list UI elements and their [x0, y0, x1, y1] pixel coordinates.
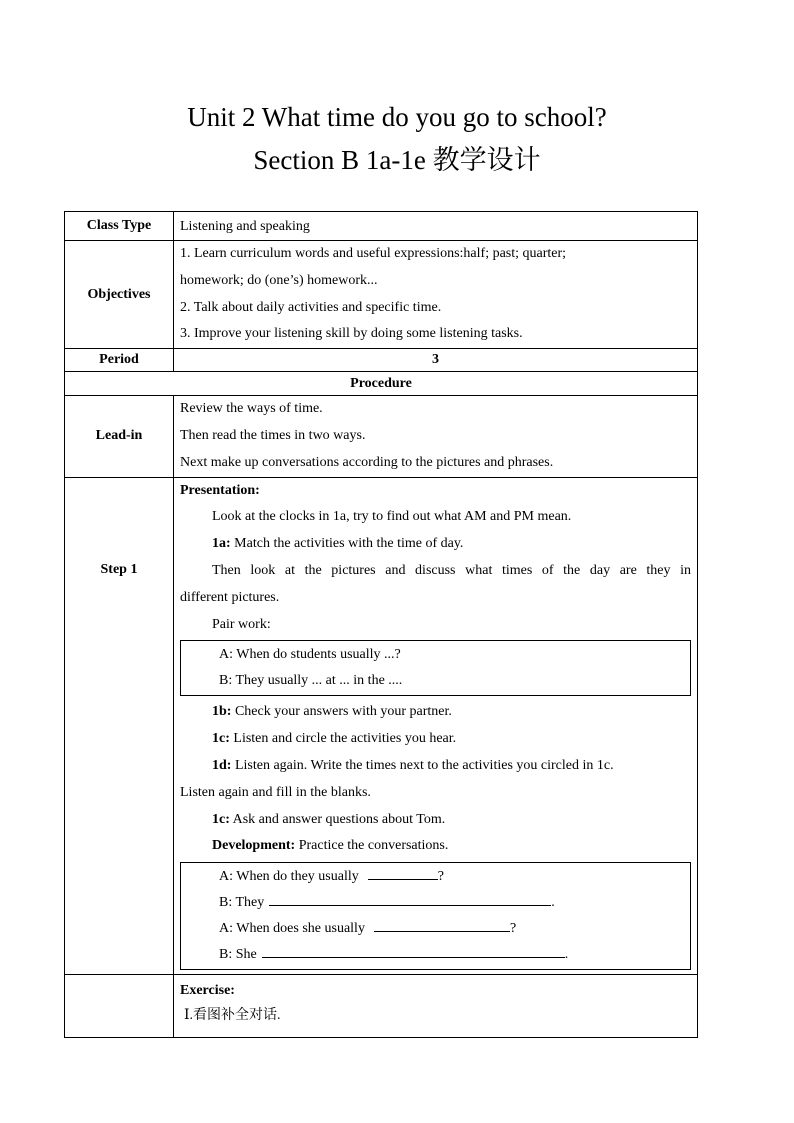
activity-1c-text: Listen and circle the activities you hear.: [229, 731, 457, 747]
objectives-label: Objectives: [65, 241, 174, 349]
lead-in-line: Then read the times in two ways.: [180, 427, 366, 443]
pair-work-line: B: They usually ... at ... in the ....: [219, 673, 403, 689]
dev-a2-text: A: When does she usually: [219, 921, 365, 937]
exercise-label-cell: [65, 975, 174, 1038]
presentation-look-line: Look at the clocks in 1a, try to find out what AM and PM mean.: [212, 509, 572, 525]
class-type-value: Listening and speaking: [180, 219, 310, 234]
lead-in-label: Lead-in: [65, 396, 174, 477]
exercise-row: [65, 975, 698, 1038]
exercise-line: Ⅰ.看图补全对话.: [184, 1008, 281, 1024]
activity-1d: [180, 753, 691, 780]
period-value: 3: [432, 352, 439, 368]
activity-1a-label: 1a:: [212, 536, 231, 552]
dev-b2-end: .: [564, 947, 569, 963]
activity-1b-text: Check your answers with your partner.: [231, 704, 452, 720]
activity-1c: [180, 726, 691, 753]
objective-line: homework; do (one’s) homework...: [180, 272, 378, 288]
dev-b1-end: .: [551, 895, 555, 911]
step1-row: [65, 477, 698, 975]
class-type-label: Class Type: [65, 212, 174, 241]
dev-b1-text: B: They: [219, 895, 265, 911]
class-type-row: [65, 212, 698, 241]
pair-work-line: A: When do students usually ...?: [219, 647, 401, 663]
lesson-plan-table: [64, 211, 698, 1038]
activity-1e-label: 1c:: [212, 811, 230, 827]
objective-line: 1. Learn curriculum words and useful expressions:half; past; quarter;: [180, 246, 567, 261]
activity-1d-text: Listen again. Write the times next to the activities you circled in 1c.: [231, 757, 614, 773]
activity-1a-text: Match the activities with the time of day.: [230, 536, 464, 552]
activity-1c-label: 1c:: [212, 731, 230, 747]
activity-1e-text: Ask and answer questions about Tom.: [229, 811, 446, 827]
blank-line: [374, 917, 510, 932]
objective-line: 2. Talk about daily activities and specific time.: [180, 299, 442, 315]
exercise-title: Exercise:: [180, 983, 235, 999]
title-line-2: Section B 1a-1e 教学设计: [253, 145, 541, 175]
dev-a1-end: ?: [437, 869, 444, 885]
lead-in-line: Next make up conversations according to the pictures and phrases.: [180, 454, 554, 470]
lead-in-line: Review the ways of time.: [180, 401, 323, 417]
dev-a2-end: ?: [509, 921, 517, 937]
blank-line: [368, 865, 438, 880]
lead-in-row: [65, 396, 698, 477]
development-box: [180, 862, 691, 970]
dev-line-b2: [219, 942, 690, 968]
dev-b2-text: B: She: [219, 947, 257, 963]
activity-1d-label: 1d:: [212, 757, 232, 773]
dev-a1-text: A: When do they usually: [219, 869, 359, 885]
pair-work-label: Pair work:: [212, 616, 271, 632]
activity-1a: [180, 531, 691, 558]
period-label: Period: [65, 349, 174, 372]
activity-1b: [180, 699, 691, 726]
objective-line: 3. Improve your listening skill by doing some listening tasks.: [180, 326, 523, 342]
procedure-row: [65, 372, 698, 396]
activity-1e: [180, 807, 691, 834]
title-line-1: Unit 2 What time do you go to school?: [187, 102, 607, 132]
development-line: [180, 833, 691, 860]
different-line: different pictures.: [180, 589, 280, 605]
presentation-title: Presentation:: [180, 482, 260, 498]
listen-again-line: Listen again and fill in the blanks.: [180, 784, 371, 800]
dev-line-a1: [219, 864, 690, 890]
activity-1b-label: 1b:: [212, 704, 232, 720]
step1-label: Step 1: [100, 561, 138, 577]
pair-work-box: [180, 640, 691, 696]
blank-line: [262, 943, 565, 958]
development-label: Development:: [212, 838, 296, 854]
procedure-header: Procedure: [350, 376, 412, 392]
blank-line: [269, 891, 551, 906]
dev-line-b1: [219, 890, 690, 916]
then-line: Then look at the pictures and discuss what times of the day are they in: [212, 562, 691, 578]
dev-line-a2: [219, 916, 690, 942]
development-text: Practice the conversations.: [295, 838, 449, 854]
objectives-row: [65, 241, 698, 349]
period-row: [65, 349, 698, 372]
